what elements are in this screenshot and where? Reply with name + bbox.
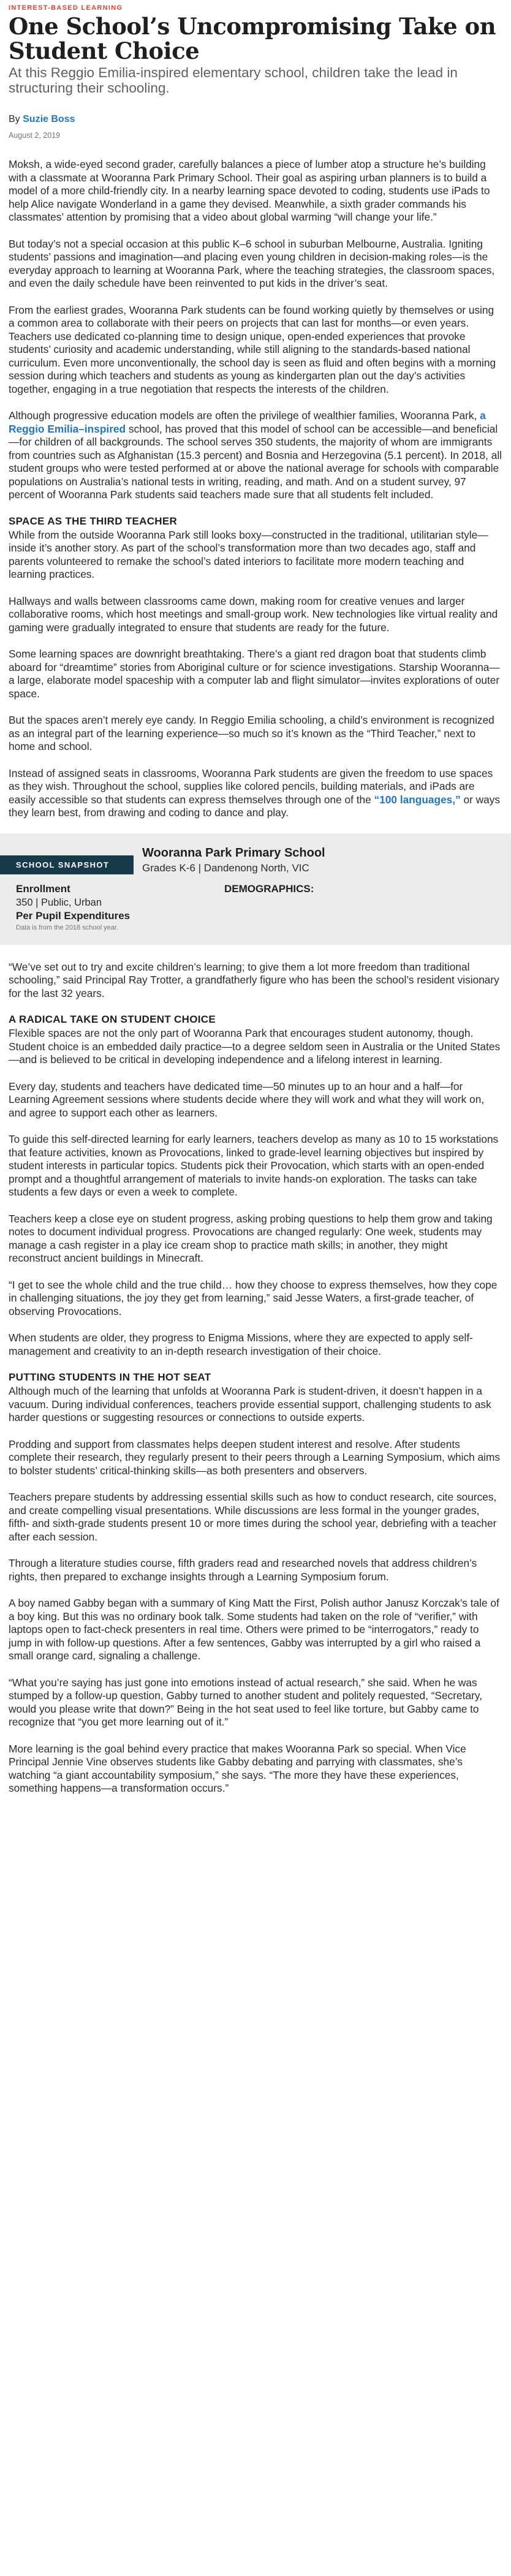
paragraph: Moksh, a wide-eyed second grader, carefully balances a piece of lumber atop a structure he’s building with a classmate at Wooranna Park Primary School. Their goal as aspiring urban planners is to build a model of a more child-friendly city. In a nearby learning space devoted to coding, students use iPads to help Alice navigate Wonderland in a game they devised. Meanwhile, a sixth grader commands his classmates’ attention by promising that a video about global warming “will change your life.”	[9, 158, 490, 223]
paragraph	[9, 767, 502, 820]
paragraph: A boy named Gabby began with a summary of King Matt the First, Polish author Janusz Korczak’s tale of a boy king. But this was no ordinary book talk. Some students had taken on the role of “verifier,” with laptops open to fact-check presenters in real time. Others were primed to be “interrogators,” ready to jump in with follow-up questions. After a few sentences, Gabby was interrupted by a girl who raised a small orange card, signaling a challenge.	[9, 1597, 499, 1662]
author-link[interactable]: Suzie Boss	[23, 114, 75, 124]
expenditure-label: Per Pupil Expenditures	[16, 909, 131, 922]
byline	[9, 114, 502, 125]
paragraph-text: Although progressive education models are often the privilege of wealthier families, Wooranna Park,	[9, 409, 480, 422]
hundred-languages-link[interactable]: “100 languages,”	[374, 793, 461, 806]
paragraph: Flexible spaces are not the only part of Wooranna Park that encourages student autonomy, though. Student choice is an embedded daily practice—to a degree seldom seen in Australia or the United States—and is believed to be critical in developing independence and a lifelong interest in learning.	[9, 1027, 501, 1066]
paragraph: But today’s not a special occasion at this public K–6 school in suburban Melbourne, Australia. Igniting students’ passions and imagination—and placing even young children in decision-making roles—is the everyday approach to learning at Wooranna Park, where the teaching strategies, the classroom spaces, and even the daily schedule have been reinvented to put kids in the driver’s seat.	[9, 237, 495, 289]
section-heading-radical: A RADICAL TAKE ON STUDENT CHOICE	[9, 1013, 216, 1025]
paragraph: But the spaces aren’t merely eye candy. In Reggio Emilia schooling, a child’s environment is recognized as an integral part of the learning experience—so much so it’s known as the “Third Teacher,” next to home and school.	[9, 714, 494, 752]
paragraph: “We’ve set out to try and excite children’s learning; to give them a lot more freedom than traditional schooling,” said Principal Ray Trotter, a grandfatherly figure who has been the school’s resident visionary for the last 32 years.	[9, 960, 499, 999]
enrollment-label: Enrollment	[16, 882, 70, 895]
paragraph: Through a literature studies course, fifth graders read and researched novels that address children’s rights, then prepared to exchange insights through a Learning Symposium forum.	[9, 1557, 477, 1583]
publish-date: August 2, 2019	[9, 131, 61, 140]
paragraph-text: Instead of assigned seats in classrooms, Wooranna Park students are given the freedom to use spaces as they wish. Throughout the school, supplies like colored pencils, building materials, and iPads are easily accessible so that students can express themselves through one of the	[9, 767, 493, 806]
paragraph-text: school, has proved that this model of school can be accessible—and beneficial—for children of all backgrounds. The school serves 350 students, the majority of whom are immigrants from countries such as Afghanistan (15.3 percent) and Bosnia and Herzegovina (5.1 percent). In 2018, all student groups who were tested performed at or above the national average for schools with comparable populations on Australia’s national tests in writing, reading, and math. And on a student survey, 97 percent of Wooranna Park students said teachers made sure that all students felt included.	[9, 422, 502, 501]
snapshot-note: Data is from the 2018 school year.	[16, 923, 118, 931]
snapshot-header	[0, 846, 511, 875]
demographics-label: DEMOGRAPHICS:	[224, 882, 314, 895]
snapshot-body	[0, 882, 511, 931]
school-name: Wooranna Park Primary School	[142, 846, 325, 860]
snapshot-stats	[16, 882, 224, 931]
reggio-emilia-link[interactable]: a Reggio Emilia–inspired	[9, 409, 486, 435]
paragraph: To guide this self-directed learning for early learners, teachers develop as many as 10 to 15 workstations that feature activities, known as Provocations, linked to grade-level learning objectives but inspired by student interests in particular topics. Students pick their Provocation, which starts with an open-ended prompt and a thoughtful arrangement of materials to invite hands-on exploration. The tasks can take students a few days or even a week to complete.	[9, 1133, 499, 1198]
school-meta: Grades K-6 | Dandenong North, VIC	[142, 862, 309, 874]
snapshot-school	[134, 846, 325, 875]
byline-prefix: By	[9, 114, 20, 124]
paragraph: Some learning spaces are downright breathtaking. There’s a giant red dragon boat that students climb aboard for “dreamtime” stories from Aboriginal culture or for science investigations. Starship Wooranna—a large, elaborate model spaceship with a computer lab and flight simulator—invites explorations of outer space.	[9, 648, 500, 700]
paragraph: Teachers keep a close eye on student progress, asking probing questions to help them grow and taking notes to document individual progress. Provocations are changed regularly: One week, students may manage a cash register in a play ice cream shop to practice math skills; in another, they might reconstruct ancient buildings in Minecraft.	[9, 1212, 493, 1264]
paragraph: From the earliest grades, Wooranna Park students can be found working quietly by themselves or using a common area to collaborate with their peers on projects that can last for months—or even years. Teachers use dedicated co-planning time to design unique, open-ended experiences that provoke students’ curiosity and academic understanding, while still aligning to the standards-based national curriculum. Even more unconventionally, the school day is seen as fluid and often begins with a morning session during which teachers and students as young as kindergarten plan out the day’s activities together, engaging in a true negotiation that respects the interests of the children.	[9, 303, 496, 395]
paragraph: More learning is the goal behind every practice that makes Wooranna Park so special. When Vice Principal Jennie Vine observes students like Gabby debating and parrying with classmates, she’s watching “a giant accountability symposium,” she says. “The more they have these experiences, something happens—a transformation occurs.”	[9, 1742, 466, 1794]
article-body	[9, 158, 502, 1795]
article-title: One School’s Uncompromising Take on Student Choice	[9, 13, 496, 64]
snapshot-label: SCHOOL SNAPSHOT	[0, 855, 134, 874]
article-page	[0, 4, 511, 1795]
paragraph: Prodding and support from classmates helps deepen student interest and resolve. After students complete their research, they regularly present to their peers through a Learning Symposium, which aims to bolster students’ critical-thinking skills—as both presenters and observers.	[9, 1438, 501, 1477]
paragraph-text: or ways they learn best, from drawing and coding to dance and play.	[9, 793, 501, 819]
paragraph: Although much of the learning that unfolds at Wooranna Park is student-driven, it doesn’t happen in a vacuum. During individual conferences, teachers provide essential support, challenging students to ask harder questions or suggesting resources or connections to outside experts.	[9, 1385, 491, 1423]
snapshot-demographics	[224, 882, 408, 931]
paragraph: Every day, students and teachers have dedicated time—50 minutes up to an hour and a half—for Learning Agreement sessions where students decide where they will work and what they will work on, and agree to support each other as learners.	[9, 1080, 485, 1119]
article-subtitle: At this Reggio Emilia-inspired elementary school, children take the lead in structuring their schooling.	[9, 65, 458, 96]
section-heading-hotseat: PUTTING STUDENTS IN THE HOT SEAT	[9, 1371, 211, 1383]
paragraph: While from the outside Wooranna Park still looks boxy—constructed in the traditional, utilitarian style—inside it’s another story. As part of the school’s transformation more than two decades ago, staff and parents volunteered to remake the school’s dated interiors to facilitate more modern teaching and learning practices.	[9, 528, 488, 580]
paragraph: “What you’re saying has just gone into emotions instead of actual research,” she said. When he was stumped by a follow-up question, Gabby turned to another student and politely requested, “Secretary, would you please write that down?” Being in the hot seat used to feel like torture, but Gabby came to recognize that “you get more learning out of it.”	[9, 1676, 482, 1728]
school-snapshot-box	[0, 833, 511, 945]
paragraph: When students are older, they progress to Enigma Missions, where they are expected to apply self-management and creativity to an in-depth research investigation of their choice.	[9, 1332, 473, 1357]
category-eyebrow[interactable]: INTEREST-BASED LEARNING	[9, 4, 123, 12]
paragraph: Hallways and walls between classrooms came down, making room for creative venues and larger collaborative rooms, which host meetings and small-group work. New technologies like virtual reality and gaming were gradually integrated to ensure that students are ready for the future.	[9, 594, 498, 634]
enrollment-value: 350 | Public, Urban	[16, 896, 102, 908]
section-heading-space: SPACE AS THE THIRD TEACHER	[9, 515, 178, 527]
paragraph	[9, 409, 502, 502]
paragraph: Teachers prepare students by addressing essential skills such as how to conduct research, cite sources, and create compelling visual presentations. While discussions are less formal in the younger grades, fifth- and sixth-grade students present 10 or more times during the school year, debriefing with a teacher after each session.	[9, 1491, 497, 1543]
paragraph: “I get to see the whole child and the true child… how they choose to express themselves, how they cope in challenging situations, the joy they get from learning,” said Jesse Waters, a first-grade teacher, of observing Provocations.	[9, 1278, 498, 1317]
